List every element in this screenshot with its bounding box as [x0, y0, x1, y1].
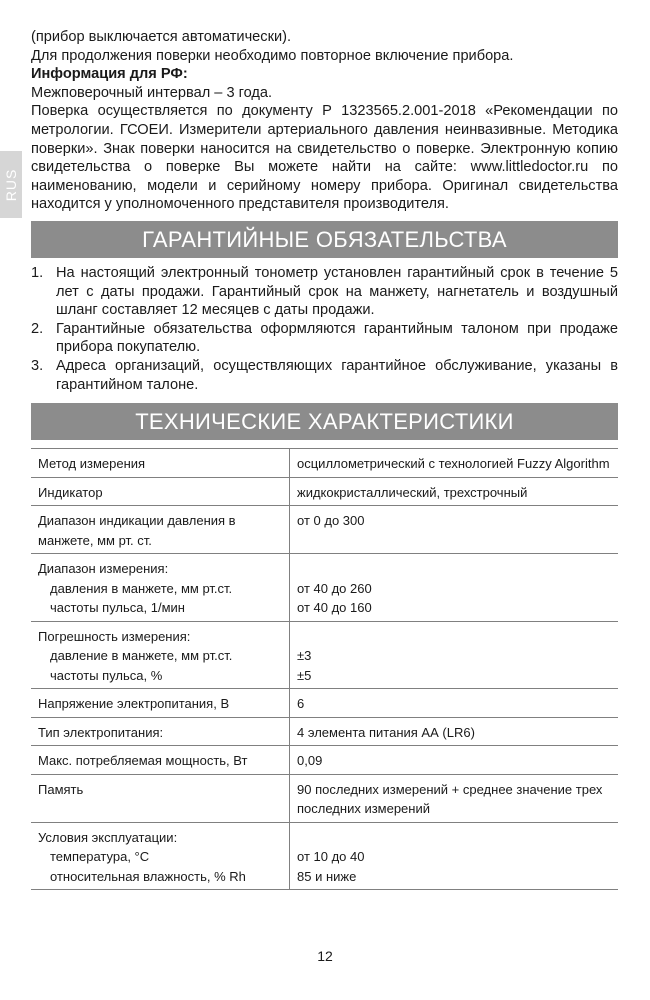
- warranty-item-number: 3.: [31, 357, 44, 374]
- warranty-item-text: Адреса организаций, осуществляющих гарантийное обслуживание, указаны в гарантийном талоне.: [56, 357, 618, 393]
- spec-value: 4 элемента питания АА (LR6): [290, 717, 619, 746]
- table-row: [31, 774, 618, 822]
- spec-value: 90 последних измерений + среднее значение трех последних измерений: [290, 774, 619, 822]
- rf-info-heading: Информация для РФ:: [31, 66, 188, 83]
- warranty-item: [31, 357, 618, 394]
- spec-value-group: [290, 621, 619, 689]
- spec-value: от 10 до 40: [297, 849, 365, 865]
- specs-table: [31, 448, 618, 890]
- spec-label: Тип электропитания:: [31, 717, 290, 746]
- page-content: [31, 28, 618, 890]
- spec-label: Диапазон измерения:: [38, 561, 169, 577]
- language-tab: [0, 151, 22, 218]
- table-row: [31, 746, 618, 775]
- spec-value: 0,09: [290, 746, 619, 775]
- intro-line-2: Для продолжения поверки необходимо повторное включение прибора.: [31, 47, 514, 64]
- table-row: [31, 822, 618, 890]
- warranty-item-text: На настоящий электронный тонометр установлен гарантийный срок в течение 5 лет с даты продажи. Гарантийный срок на манжету, нагнетатель и воздушный шланг составляет 12 месяцев с даты продажи.: [56, 264, 618, 319]
- table-row: [31, 554, 618, 622]
- spec-label-group: [31, 822, 290, 890]
- warranty-item: [31, 320, 618, 357]
- spec-label: Макс. потребляемая мощность, Вт: [31, 746, 290, 775]
- spec-label: Память: [31, 774, 290, 822]
- spec-value: 85 и ниже: [297, 868, 357, 884]
- spec-label: Напряжение электропитания, В: [31, 689, 290, 718]
- table-row: [31, 717, 618, 746]
- table-row: [31, 449, 618, 478]
- spec-value-group: [290, 822, 619, 890]
- table-row: [31, 621, 618, 689]
- warranty-item-number: 1.: [31, 264, 44, 281]
- spec-value: осциллометрический с технологией Fuzzy Algorithm: [290, 449, 619, 478]
- spec-sublabel: частоты пульса, %: [50, 667, 163, 683]
- spec-label: Метод измерения: [31, 449, 290, 478]
- table-row: [31, 506, 618, 554]
- spec-value-group: [290, 554, 619, 622]
- page-number: 12: [317, 948, 333, 964]
- intro-line-1: (прибор выключается автоматически).: [31, 29, 292, 45]
- spec-sublabel: температура, °С: [50, 849, 150, 865]
- spec-label: Диапазон индикации давления в манжете, мм рт. ст.: [31, 506, 290, 554]
- spec-label: Погрешность измерения:: [38, 628, 191, 644]
- spec-value: от 40 до 260: [297, 580, 372, 596]
- warranty-item: [31, 264, 618, 320]
- verification-paragraph: Поверка осуществляется по документу Р 1323565.2.001-2018 «Рекомендации по метрологии. ГСОЕИ. Измерители артериального давления неинвазивные. Методика поверки». Знак поверки наносится на свидетельство о поверке. Электронную копию свидетельства о поверке Вы можете найти на сайте: www.littledoctor.ru по наименованию, модели и серийному номеру прибора. Оригинал свидетельства находится у уполномоченного представителя производителя.: [31, 103, 618, 213]
- spec-value: от 0 до 300: [290, 506, 619, 554]
- spec-label: Индикатор: [31, 477, 290, 506]
- spec-sublabel: частоты пульса, 1/мин: [50, 600, 185, 616]
- spec-sublabel: относительная влажность, % Rh: [50, 868, 246, 884]
- spec-sublabel: давления в манжете, мм рт.ст.: [50, 580, 233, 596]
- spec-value: ±5: [297, 667, 312, 683]
- table-row: [31, 689, 618, 718]
- specs-heading: ТЕХНИЧЕСКИЕ ХАРАКТЕРИСТИКИ: [31, 403, 618, 440]
- spec-sublabel: давление в манжете, мм рт.ст.: [50, 648, 233, 664]
- warranty-heading: ГАРАНТИЙНЫЕ ОБЯЗАТЕЛЬСТВА: [31, 221, 618, 258]
- spec-value: ±3: [297, 648, 312, 664]
- spec-value: от 40 до 160: [297, 600, 372, 616]
- language-tab-label: RUS: [3, 168, 19, 201]
- spec-value: жидкокристаллический, трехстрочный: [290, 477, 619, 506]
- warranty-item-number: 2.: [31, 320, 44, 337]
- warranty-item-text: Гарантийные обязательства оформляются гарантийным талоном при продаже прибора покупателю.: [56, 320, 618, 356]
- table-row: [31, 477, 618, 506]
- spec-label: Условия эксплуатации:: [38, 829, 178, 845]
- spec-value: 6: [290, 689, 619, 718]
- warranty-list: [31, 264, 618, 394]
- spec-label-group: [31, 554, 290, 622]
- spec-label-group: [31, 621, 290, 689]
- verification-interval: Межповерочный интервал – 3 года.: [31, 84, 273, 101]
